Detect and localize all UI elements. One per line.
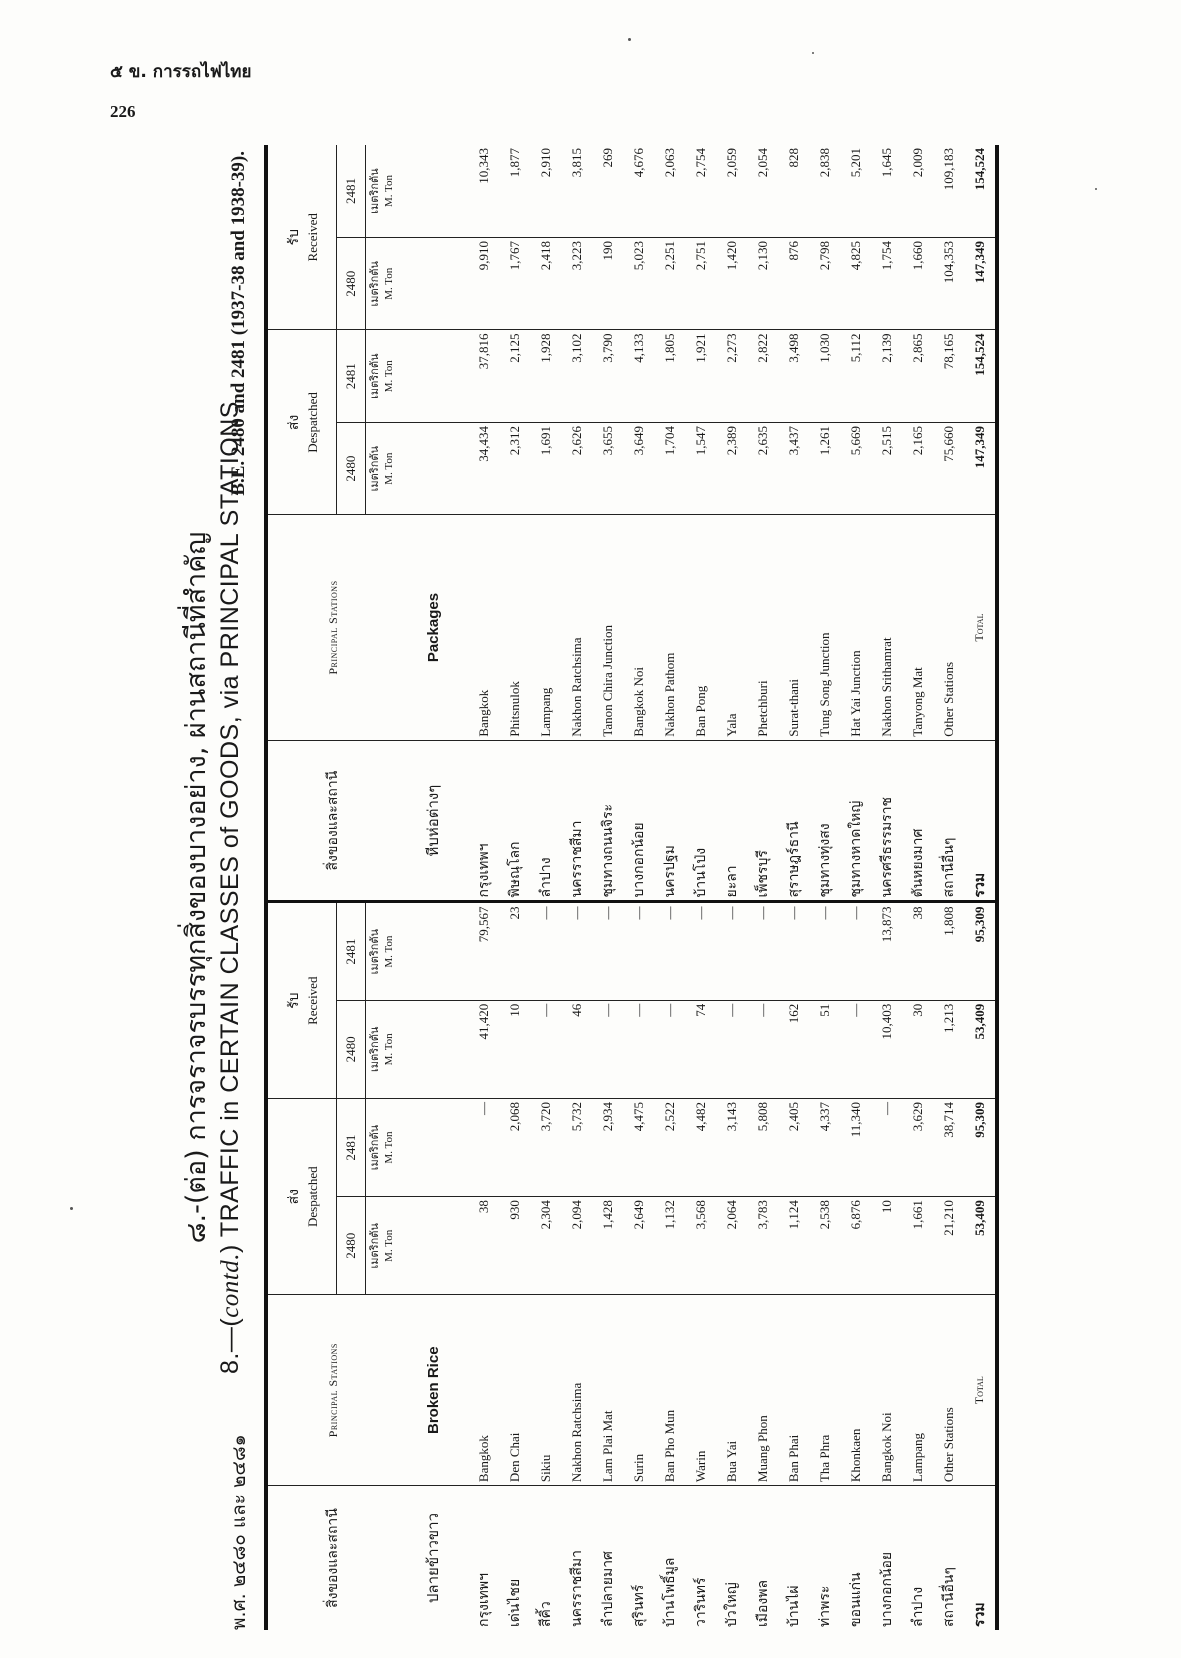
received-2480: 9,910 [468,238,499,330]
unit-cell [366,1000,399,1098]
unit-thai: เมตริกตัน [368,261,381,307]
station-name: Ban Pong [685,515,716,740]
received-2481: — [716,902,747,1000]
received-2480: 3,223 [561,238,592,330]
received-2480: 2,130 [747,238,778,330]
year-2480-despatched-2: 2480 [337,422,366,514]
despatched-2481: 3,790 [592,330,623,422]
received-2480: — [654,1000,685,1098]
station-name: Den Chai [499,1295,530,1486]
despatched-2480: 1,428 [592,1197,623,1295]
received-2481: 109,183 [940,148,956,191]
despatched-2481: 5,112 [840,330,871,422]
station-thai: เด่นไชย [499,1486,530,1630]
rotated-table-page [170,145,1181,1630]
empty-cell [398,422,468,514]
station-name: Phitsnulok [499,515,530,740]
empty-cell [398,1098,468,1196]
received-2481: 3,815 [568,148,584,178]
despatched-header [266,1098,337,1294]
goods-header-thai: สิ่งของและสถานี [266,1486,398,1630]
table-row [871,145,902,1630]
received-2481: 13,873 [871,902,902,1000]
received-2481: 2,910 [537,148,553,178]
section-title-left: Broken Rice [398,1295,468,1486]
despatched-2481: — [871,1098,902,1196]
total-station-thai: รวม [964,1486,997,1630]
despatched-2481: 4,133 [623,330,654,422]
year-2480-despatched: 2480 [337,1197,366,1295]
station-name: Khonkaen [840,1295,871,1486]
unit-cell [366,330,399,422]
print-speck [70,1207,73,1210]
despatched-2481: 1,928 [530,330,561,422]
received-2481: 2,054 [754,148,770,178]
received-2481: 23 [499,902,530,1000]
table-row [685,145,716,1630]
station-thai: บัวใหญ่ [716,1486,747,1630]
received-2481: 10,343 [475,148,491,184]
station-thai: วารินทร์ [685,1486,716,1630]
table-row [747,145,778,1630]
table-title-thai: ๘.-(ต่อ) การจราจรบรรทุกสิ่งของบางอย่าง, ผ่านสถานีที่สำคัญ [181,531,212,1244]
page-number: 226 [110,102,136,121]
traffic-table [264,145,999,1630]
station-name: Other Stations [933,1295,964,1486]
station-name: Bangkok Noi [623,515,654,740]
despatched-2481: 2,068 [499,1098,530,1196]
despatched-2481: 2,934 [592,1098,623,1196]
station-name: Lampang [902,1295,933,1486]
title-contd: contd. [217,1253,244,1318]
received-2480: 2,251 [654,238,685,330]
section-title-thai-left: ปลายข้าวขาว [398,1486,468,1630]
received-2481: 2,063 [661,148,677,178]
unit-thai: เมตริกตัน [368,1026,381,1073]
received-2480: — [747,1000,778,1098]
despatched-2481: — [468,1098,499,1196]
principal-stations-header-2: Principal Stations [266,515,398,740]
total-station-name: Total [964,515,997,740]
table-row [561,145,592,1630]
station-name: Tanyong Mat [902,515,933,740]
station-name: Bangkok [468,515,499,740]
despatched-2480: 1,704 [654,422,685,514]
received-2481: 1,808 [933,902,964,1000]
station-name: Tha Phra [809,1295,840,1486]
despatched-2480: 2,312 [499,422,530,514]
total-despatched-2481: 154,524 [964,330,997,422]
received-2481: — [685,902,716,1000]
received-2481: — [561,902,592,1000]
received-2480: 4,825 [840,238,871,330]
station-thai: เพ็ชรบุรี [747,740,778,902]
despatched-2480: 1,547 [685,422,716,514]
despatched-2481: 2,125 [499,330,530,422]
unit-cell [366,422,399,514]
station-name: Nakhon Pathom [654,515,685,740]
unit-thai: เมตริกตัน [368,353,381,399]
despatched-2480: 930 [499,1197,530,1295]
despatched-2480: 3,655 [592,422,623,514]
unit-en: M. Ton [383,360,395,393]
station-name: Bua Yai [716,1295,747,1486]
received-2480: 10,403 [871,1000,902,1098]
station-name: Phetchburi [747,515,778,740]
received-2480: 1,213 [933,1000,964,1098]
received-2480: 74 [685,1000,716,1098]
total-received-2480: 147,349 [964,238,997,330]
station-name: Ban Phai [778,1295,809,1486]
table-titles [170,145,262,1630]
station-thai: บางกอกน้อย [871,1486,902,1630]
unit-en: M. Ton [383,1033,395,1066]
despatched-2481: 1,921 [685,330,716,422]
received-header-thai-2: รับ [286,229,302,246]
despatched-2480: 1,261 [809,422,840,514]
received-2481: — [809,902,840,1000]
received-2480: 190 [592,238,623,330]
table-row [592,145,623,1630]
section-title-thai-right: หีบห่อต่างๆ [398,740,468,902]
station-name: Nakhon Ratchsima [561,515,592,740]
station-thai: บ้านโพธิ์มูล [654,1486,685,1630]
received-2480: 2,798 [809,238,840,330]
empty-cell [398,902,468,1000]
station-thai: ลำปลายมาศ [592,1486,623,1630]
total-despatched-2480: 147,349 [964,422,997,514]
despatched-2480: 2,538 [809,1197,840,1295]
despatched-2481: 2,405 [778,1098,809,1196]
despatched-2481: 11,340 [840,1098,871,1196]
unit-en: M. Ton [383,452,395,485]
unit-en: M. Ton [383,267,395,300]
received-header-en: Received [305,976,320,1025]
station-thai: ชุมทางถนนจิระ [592,740,623,902]
table-row [530,145,561,1630]
despatched-2480: 2,626 [561,422,592,514]
station-thai: นครราชสีมา [561,740,592,902]
empty-cell [398,1000,468,1098]
despatched-2480: 21,210 [933,1197,964,1295]
despatched-2481: 3,143 [716,1098,747,1196]
table-row [840,145,871,1630]
station-name: Tung Song Junction [809,515,840,740]
be-years-thai: พ.ศ. ๒๔๘๐ และ ๒๔๘๑ [228,1434,250,1630]
despatched-2480: 1,691 [530,422,561,514]
received-header-2 [266,145,337,330]
principal-stations-header: Principal Stations [266,1295,398,1486]
table-row [468,145,499,1630]
total-received-2481: 95,309 [964,902,997,1000]
station-thai: นครปฐม [654,740,685,902]
unit-thai: เมตริกตัน [368,445,381,492]
year-2481-received-2: 2481 [337,145,366,238]
year-2480-received: 2480 [337,1000,366,1098]
station-thai: ลำปาง [530,740,561,902]
received-2480: — [840,1000,871,1098]
received-2481: — [592,902,623,1000]
station-name: Surin [623,1295,654,1486]
station-thai: ยะลา [716,740,747,902]
despatched-2481: 4,337 [809,1098,840,1196]
table-row [778,145,809,1630]
received-2480: 1,754 [871,238,902,330]
received-2481: 269 [599,148,615,168]
table-years: B.E. 2480 and 2481 (1937-38 and 1938-39). [228,151,249,496]
print-speck [628,38,631,41]
despatched-2480: 75,660 [933,422,964,514]
received-2480: 104,353 [933,238,964,330]
unit-thai: เมตริกตัน [368,1223,381,1269]
despatched-2480: 3,649 [623,422,654,514]
station-name: Lampang [530,515,561,740]
total-received-2480: 53,409 [964,1000,997,1098]
received-2481: 5,201 [847,148,863,178]
despatched-2481: 4,482 [685,1098,716,1196]
table-row [623,145,654,1630]
station-thai: ลำปาง [902,1486,933,1630]
despatched-2480: 1,132 [654,1197,685,1295]
year-2481-despatched: 2481 [337,1098,366,1196]
received-2481: 2,838 [816,148,832,178]
despatched-2481: 3,629 [902,1098,933,1196]
despatched-2480: 2,389 [716,422,747,514]
received-2480: 876 [778,238,809,330]
despatched-2480: 3,437 [778,422,809,514]
received-2481: — [530,902,561,1000]
goods-header-thai-2: สิ่งของและสถานี [266,740,398,902]
station-name: Tanon Chira Junction [592,515,623,740]
despatched-2481: 3,720 [530,1098,561,1196]
station-thai: ขอนแก่น [840,1486,871,1630]
received-2481: 79,567 [468,902,499,1000]
unit-en: M. Ton [383,1229,395,1262]
station-name: Bangkok [468,1295,499,1486]
title-prefix: 8.—( [216,1317,244,1374]
received-header-thai: รับ [286,992,302,1009]
station-name: Ban Pho Mun [654,1295,685,1486]
station-thai: สีคิ้ว [530,1486,561,1630]
station-thai: สุรินทร์ [623,1486,654,1630]
received-2481: — [654,902,685,1000]
despatched-header-thai-2: ส่ง [286,414,302,431]
despatched-2481: 3,102 [561,330,592,422]
received-2481: — [623,902,654,1000]
received-2480: 46 [561,1000,592,1098]
received-2480: 30 [902,1000,933,1098]
received-2480: 10 [499,1000,530,1098]
unit-cell [366,1197,399,1295]
station-name: Nakhon Srithamrat [871,515,902,740]
table-row [933,145,964,1630]
station-thai: นครศรีธรรมราช [871,740,902,902]
year-2481-received: 2481 [337,902,366,1000]
station-thai: กรุงเทพฯ [468,740,499,902]
despatched-2480: 2,064 [716,1197,747,1295]
despatched-2480: 38 [468,1197,499,1295]
section-title-row [398,145,468,1630]
despatched-header-thai: ส่ง [286,1188,302,1205]
received-2481: 828 [785,148,801,168]
station-thai: ชุมทางทุ่งสง [809,740,840,902]
despatched-2481: 78,165 [933,330,964,422]
table-row [809,145,840,1630]
section-title-right: Packages [398,515,468,740]
total-station-thai: รวม [964,740,997,902]
total-despatched-2481: 95,309 [964,1098,997,1196]
received-2481: — [747,902,778,1000]
table-row [716,145,747,1630]
despatched-2481: 1,030 [809,330,840,422]
total-station-name: Total [964,1295,997,1486]
station-name: Other Stations [933,515,964,740]
station-thai: บางกอกน้อย [623,740,654,902]
total-row [964,145,997,1630]
station-name: Warin [685,1295,716,1486]
station-name: Sikiu [530,1295,561,1486]
unit-cell [366,1098,399,1196]
despatched-2481: 1,805 [654,330,685,422]
received-2481: 4,676 [630,148,646,178]
received-2480: 162 [778,1000,809,1098]
empty-cell [398,145,468,238]
running-head: ๕ ข. การรถไฟไทย [110,62,252,82]
station-name: Nakhon Ratchsima [561,1295,592,1486]
despatched-2480: 1,124 [778,1197,809,1295]
station-thai: ตันหยงมาศ [902,740,933,902]
received-2481: — [778,902,809,1000]
despatched-2481: 2,273 [716,330,747,422]
station-name: Muang Phon [747,1295,778,1486]
table-row [902,145,933,1630]
despatched-2480: 1,661 [902,1197,933,1295]
station-thai: สถานีอื่นๆ [933,740,964,902]
despatched-2481: 38,714 [933,1098,964,1196]
despatched-2481: 2,865 [902,330,933,422]
unit-thai: เมตริกตัน [368,1124,381,1171]
received-2480: 1,660 [902,238,933,330]
despatched-2480: 2,165 [902,422,933,514]
unit-thai: เมตริกตัน [368,168,381,214]
received-header [266,902,337,1098]
unit-en: M. Ton [383,1131,395,1164]
total-received-2481: 154,524 [971,148,987,191]
received-2480: — [623,1000,654,1098]
table-body [266,145,997,1630]
station-thai: พิษณุโลก [499,740,530,902]
station-thai: บ้านโป่ง [685,740,716,902]
unit-cell [366,145,399,238]
despatched-2480: 2,304 [530,1197,561,1295]
received-2480: 2,418 [530,238,561,330]
unit-cell [366,902,399,1000]
received-2481: 1,877 [506,148,522,178]
received-2481: — [840,902,871,1000]
print-speck [812,52,814,54]
despatched-2481: 2,139 [871,330,902,422]
station-thai: บ้านไผ่ [778,1486,809,1630]
unit-en: M. Ton [383,935,395,968]
despatched-2480: 2,649 [623,1197,654,1295]
station-thai: เมืองพล [747,1486,778,1630]
despatched-2480: 3,783 [747,1197,778,1295]
received-2481: 2,754 [692,148,708,178]
received-2481: 38 [902,902,933,1000]
despatched-2481: 4,475 [623,1098,654,1196]
received-2480: — [592,1000,623,1098]
station-name: Hat Yai Junction [840,515,871,740]
despatched-2480: 10 [871,1197,902,1295]
received-2481: 2,059 [723,148,739,178]
total-despatched-2480: 53,409 [964,1197,997,1295]
received-2480: 41,420 [468,1000,499,1098]
station-name: Surat-thani [778,515,809,740]
station-thai: กรุงเทพฯ [468,1486,499,1630]
unit-cell [366,238,399,330]
despatched-2480: 6,876 [840,1197,871,1295]
station-name: Lam Plai Mat [592,1295,623,1486]
title-main: ) TRAFFIC in CERTAIN CLASSES of GOODS, via PRINCIPAL STATIONS [216,401,244,1253]
station-name: Bangkok Noi [871,1295,902,1486]
unit-thai: เมตริกตัน [368,928,381,975]
despatched-2480: 2,635 [747,422,778,514]
despatched-2481: 5,808 [747,1098,778,1196]
despatched-2480: 5,669 [840,422,871,514]
empty-cell [398,238,468,330]
station-thai: ชุมทางหาดใหญ่ [840,740,871,902]
despatched-header-2 [266,330,337,515]
despatched-2481: 2,822 [747,330,778,422]
despatched-2481: 5,732 [561,1098,592,1196]
received-2480: — [716,1000,747,1098]
received-2481: 2,009 [909,148,925,178]
received-2480: 5,023 [623,238,654,330]
year-2481-despatched-2: 2481 [337,330,366,422]
despatched-2480: 34,434 [468,422,499,514]
received-2480: — [530,1000,561,1098]
station-thai: ท่าพระ [809,1486,840,1630]
table-row [499,145,530,1630]
despatched-header-en-2: Despatched [305,392,320,453]
station-thai: สถานีอื่นๆ [933,1486,964,1630]
station-thai: สุราษฎร์ธานี [778,740,809,902]
unit-en: M. Ton [383,175,395,208]
despatched-2480: 2,094 [561,1197,592,1295]
received-header-en-2: Received [305,213,320,262]
table-row [654,145,685,1630]
despatched-header-en: Despatched [305,1166,320,1227]
received-2480: 2,751 [685,238,716,330]
received-2480: 51 [809,1000,840,1098]
year-2480-received-2: 2480 [337,238,366,330]
header-row-1 [266,145,337,1630]
received-2481: 1,645 [878,148,894,178]
despatched-2480: 2,515 [871,422,902,514]
station-name: Yala [716,515,747,740]
station-thai: นครราชสีมา [561,1486,592,1630]
received-2480: 1,767 [499,238,530,330]
received-2480: 1,420 [716,238,747,330]
despatched-2481: 3,498 [778,330,809,422]
empty-cell [398,330,468,422]
despatched-2481: 37,816 [468,330,499,422]
empty-cell [398,1197,468,1295]
despatched-2481: 2,522 [654,1098,685,1196]
despatched-2480: 3,568 [685,1197,716,1295]
